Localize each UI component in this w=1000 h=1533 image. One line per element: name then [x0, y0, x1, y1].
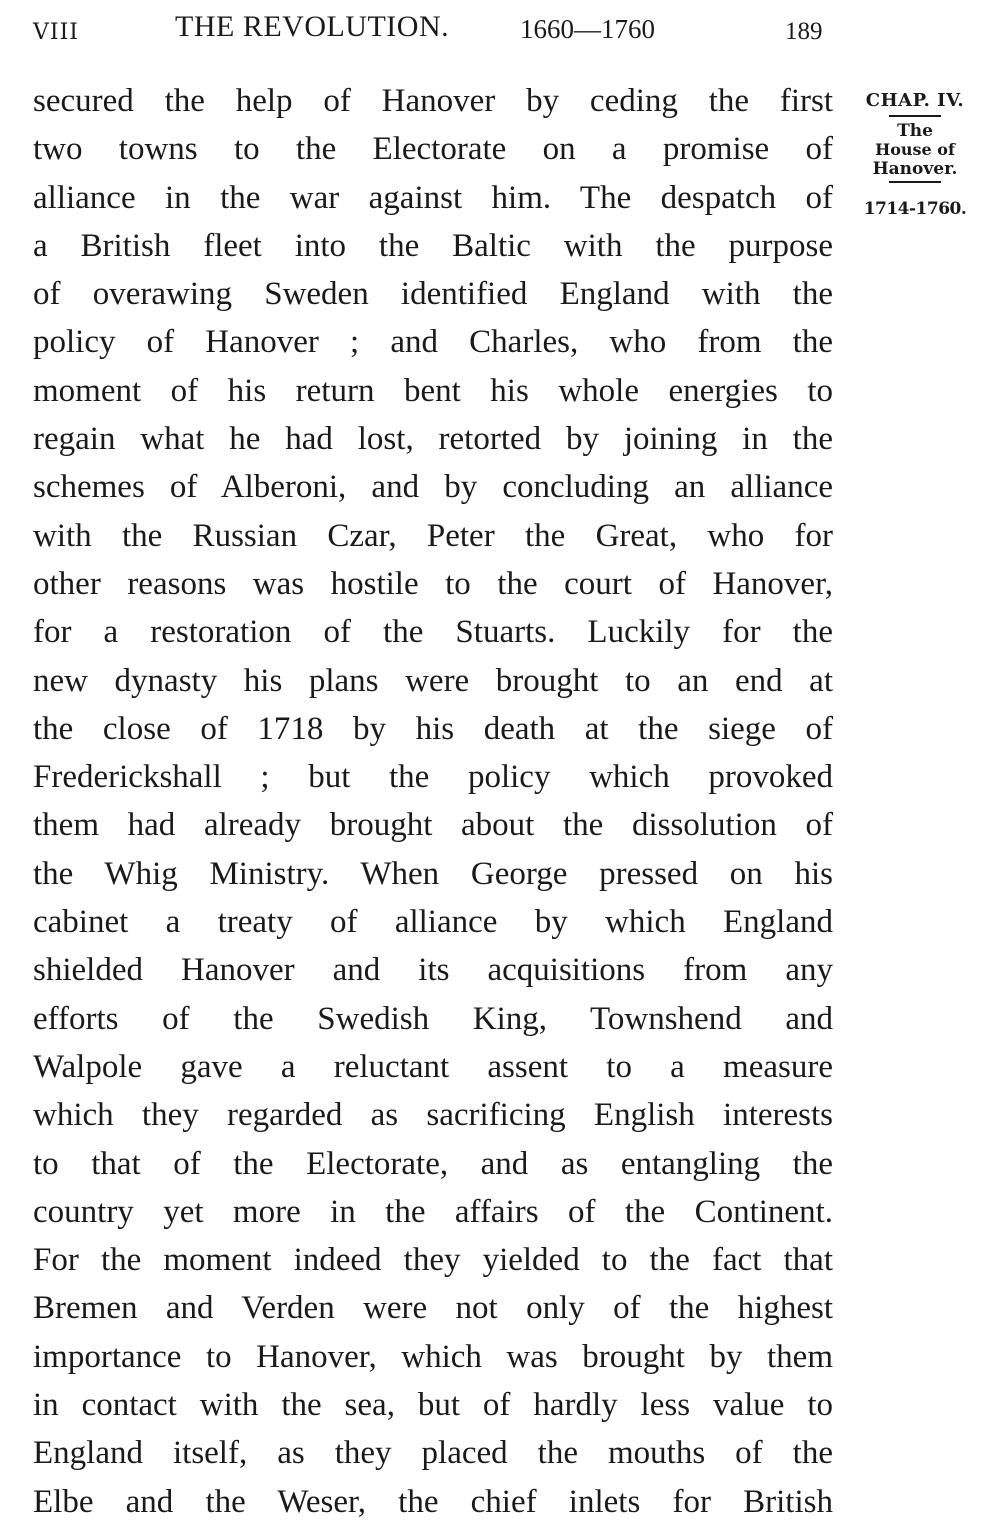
text-line: in contact with the sea, but of hardly less value to	[33, 1387, 833, 1424]
text-line: England itself, as they placed the mouths of the	[33, 1435, 833, 1472]
text-line: policy of Hanover ; and Charles, who from the	[33, 324, 833, 361]
text-line: secured the help of Hanover by ceding the first	[33, 83, 833, 119]
text-line: other reasons was hostile to the court of Hanover,	[33, 565, 833, 602]
header-years: 1660—1760	[520, 14, 655, 44]
text-line: shielded Hanover and its acquisitions from any	[33, 952, 833, 989]
text-line: moment of his return bent his whole energies to	[33, 372, 833, 409]
text-line: for a restoration of the Stuarts. Luckily for the	[33, 614, 833, 651]
text-line: For the moment indeed they yielded to the fact that	[33, 1242, 833, 1279]
text-line: to that of the Electorate, and as entangling the	[33, 1145, 833, 1182]
margin-note-section-line2: House of	[875, 140, 955, 159]
text-line: Elbe and the Weser, the chief inlets for British	[33, 1483, 833, 1520]
margin-note	[856, 90, 974, 219]
text-line: alliance in the war against him. The despatch of	[33, 179, 833, 216]
margin-note-years: 1714-1760.	[863, 199, 967, 219]
text-line: importance to Hanover, which was brought by them	[33, 1338, 833, 1375]
text-line: Frederickshall ; but the policy which provoked	[33, 759, 833, 796]
header-title: THE REVOLUTION.	[175, 10, 450, 43]
text-line: with the Russian Czar, Peter the Great, who for	[33, 517, 833, 554]
text-line: which they regarded as sacrificing English interests	[33, 1097, 833, 1134]
text-line: a British fleet into the Baltic with the purpose	[33, 227, 833, 264]
body-text	[33, 77, 833, 1526]
text-line: schemes of Alberoni, and by concluding an alliance	[33, 469, 833, 506]
text-line: Walpole gave a reluctant assent to a measure	[33, 1048, 833, 1085]
text-line: country yet more in the affairs of the Continent.	[33, 1193, 833, 1230]
text-line: regain what he had lost, retorted by joining in the	[33, 421, 833, 458]
running-header	[0, 8, 1000, 58]
margin-note-section-line1: The	[897, 121, 933, 141]
margin-note-section-line3: Hanover.	[872, 159, 958, 179]
text-line: the Whig Ministry. When George pressed on his	[33, 855, 833, 892]
text-line: efforts of the Swedish King, Townshend and	[33, 1000, 833, 1037]
margin-note-chapter: CHAP. IV.	[865, 90, 965, 111]
header-chapter-number: VIII	[33, 20, 79, 45]
margin-note-divider	[889, 181, 941, 183]
text-line: new dynasty his plans were brought to an end at	[33, 662, 833, 699]
margin-note-divider	[889, 115, 941, 117]
text-line: cabinet a treaty of alliance by which England	[33, 904, 833, 941]
text-line: of overawing Sweden identified England with the	[33, 276, 833, 313]
text-line: Bremen and Verden were not only of the highest	[33, 1290, 833, 1327]
page-number: 189	[785, 18, 823, 45]
text-line: the close of 1718 by his death at the siege of	[33, 710, 833, 747]
text-line: two towns to the Electorate on a promise of	[33, 131, 833, 168]
text-line: them had already brought about the dissolution of	[33, 807, 833, 844]
